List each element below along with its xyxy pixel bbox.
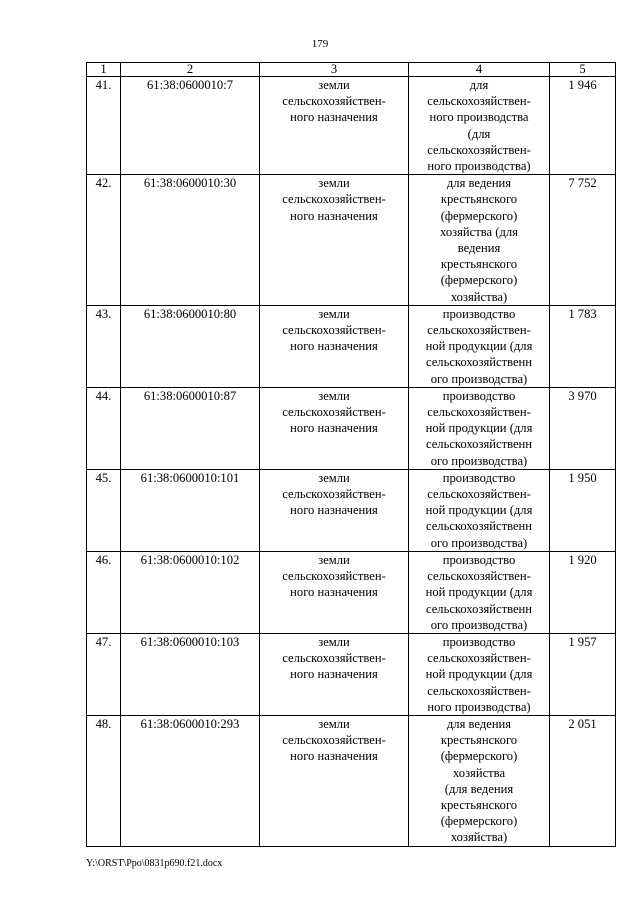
row-number-cell: 44. (87, 387, 121, 469)
area-cell: 1 920 (550, 551, 616, 633)
land-category-line: земли (318, 388, 350, 403)
land-category-line: ного назначения (290, 208, 378, 223)
permitted-use-line: ной продукции (для (425, 585, 533, 600)
row-number-cell: 41. (87, 77, 121, 175)
land-category-cell (260, 551, 409, 633)
land-category-cell (260, 175, 409, 306)
permitted-use-line: (фермерского) (440, 208, 518, 223)
column-header: 5 (550, 63, 616, 77)
land-category-line: сельскохозяйствен- (282, 733, 386, 748)
area-cell: 1 946 (550, 77, 616, 175)
permitted-use-cell (409, 469, 550, 551)
permitted-use-line: ной продукции (для (425, 503, 533, 518)
permitted-use-cell (409, 633, 550, 715)
row-number-cell: 47. (87, 633, 121, 715)
land-category-cell (260, 305, 409, 387)
cadastral-number-cell: 61:38:0600010:103 (121, 633, 260, 715)
permitted-use-line: для ведения (446, 176, 512, 191)
permitted-use-line: сельскохозяйственн (425, 437, 533, 452)
permitted-use-line: производство (442, 388, 516, 403)
permitted-use-line: хозяйства (для (440, 224, 518, 239)
permitted-use-line: производство (442, 634, 516, 649)
cadastral-number-cell: 61:38:0600010:87 (121, 387, 260, 469)
permitted-use-line: ого производства) (430, 617, 528, 632)
permitted-use-line: (фермерского) (440, 749, 518, 764)
land-category-line: земли (318, 470, 350, 485)
land-category-line: сельскохозяйствен- (282, 192, 386, 207)
permitted-use-line: сельскохозяйственн (425, 519, 533, 534)
permitted-use-line: сельскохозяйствен- (427, 323, 531, 338)
permitted-use-line: (фермерского) (440, 814, 518, 829)
cadastral-number-cell: 61:38:0600010:293 (121, 715, 260, 846)
area-cell: 1 950 (550, 469, 616, 551)
permitted-use-line: ной продукции (для (425, 421, 533, 436)
permitted-use-line: сельскохозяйствен- (427, 142, 531, 157)
permitted-use-line: сельскохозяйственн (425, 601, 533, 616)
permitted-use-cell (409, 175, 550, 306)
table-row (87, 175, 616, 306)
land-category-line: сельскохозяйствен- (282, 405, 386, 420)
permitted-use-line: крестьянского (440, 257, 518, 272)
permitted-use-line: сельскохозяйствен- (427, 487, 531, 502)
land-category-line: земли (318, 716, 350, 731)
land-plots-table (86, 62, 616, 847)
land-category-cell (260, 633, 409, 715)
permitted-use-line: ного производства) (427, 699, 531, 714)
land-category-cell (260, 469, 409, 551)
column-header: 3 (260, 63, 409, 77)
permitted-use-line: сельскохозяйственн (425, 355, 533, 370)
cadastral-number-cell: 61:38:0600010:102 (121, 551, 260, 633)
table-row (87, 77, 616, 175)
permitted-use-cell (409, 387, 550, 469)
land-category-line: ного назначения (290, 503, 378, 518)
permitted-use-line: хозяйства) (450, 289, 508, 304)
permitted-use-line: (фермерского) (440, 273, 518, 288)
land-category-cell (260, 77, 409, 175)
land-category-line: земли (318, 634, 350, 649)
table-row (87, 715, 616, 846)
land-category-line: сельскохозяйствен- (282, 651, 386, 666)
land-category-line: ного назначения (290, 339, 378, 354)
table-row (87, 387, 616, 469)
table-body (87, 63, 616, 847)
cadastral-number-cell: 61:38:0600010:30 (121, 175, 260, 306)
permitted-use-line: сельскохозяйствен- (427, 405, 531, 420)
permitted-use-line: ведения (457, 241, 501, 256)
land-category-line: сельскохозяйствен- (282, 487, 386, 502)
permitted-use-line: сельскохозяйствен- (427, 651, 531, 666)
land-category-line: сельскохозяйствен- (282, 569, 386, 584)
permitted-use-line: ного производства) (427, 159, 531, 174)
column-header: 4 (409, 63, 550, 77)
permitted-use-line: производство (442, 552, 516, 567)
land-category-cell (260, 715, 409, 846)
permitted-use-line: хозяйства) (450, 830, 508, 845)
land-category-line: земли (318, 306, 350, 321)
row-number-cell: 46. (87, 551, 121, 633)
row-number-cell: 43. (87, 305, 121, 387)
page-number: 179 (311, 38, 329, 50)
permitted-use-line: сельскохозяйствен- (427, 569, 531, 584)
permitted-use-line: сельскохозяйствен- (427, 683, 531, 698)
row-number-cell: 48. (87, 715, 121, 846)
permitted-use-line: ной продукции (для (425, 667, 533, 682)
permitted-use-line: ого производства) (430, 535, 528, 550)
permitted-use-line: для ведения (446, 716, 512, 731)
permitted-use-line: (для (467, 126, 491, 141)
row-number-cell: 42. (87, 175, 121, 306)
permitted-use-line: ной продукции (для (425, 339, 533, 354)
cadastral-number-cell: 61:38:0600010:101 (121, 469, 260, 551)
area-cell: 7 752 (550, 175, 616, 306)
land-category-line: ного назначения (290, 749, 378, 764)
permitted-use-line: сельскохозяйствен- (427, 94, 531, 109)
land-category-line: земли (318, 78, 350, 92)
land-category-line: земли (318, 552, 350, 567)
land-category-line: ного назначения (290, 585, 378, 600)
row-number-cell: 45. (87, 469, 121, 551)
land-category-cell (260, 387, 409, 469)
permitted-use-line: ого производства) (430, 371, 528, 386)
land-category-line: земли (318, 176, 350, 191)
permitted-use-line: ого производства) (430, 453, 528, 468)
cadastral-number-cell: 61:38:0600010:7 (121, 77, 260, 175)
permitted-use-cell (409, 77, 550, 175)
column-header: 2 (121, 63, 260, 77)
footer-file-path: Y:\ORST\Ppo\0831p690.f21.docx (86, 858, 223, 869)
permitted-use-line: крестьянского (440, 733, 518, 748)
land-category-line: ного назначения (290, 421, 378, 436)
permitted-use-line: крестьянского (440, 192, 518, 207)
permitted-use-cell (409, 551, 550, 633)
table-row (87, 551, 616, 633)
area-cell: 1 957 (550, 633, 616, 715)
area-cell: 2 051 (550, 715, 616, 846)
table-row (87, 305, 616, 387)
land-category-line: сельскохозяйствен- (282, 94, 386, 109)
land-category-line: ного назначения (290, 110, 378, 125)
land-category-line: ного назначения (290, 667, 378, 682)
permitted-use-cell (409, 305, 550, 387)
permitted-use-line: (для ведения (444, 781, 514, 796)
permitted-use-line: для (469, 78, 489, 92)
area-cell: 1 783 (550, 305, 616, 387)
permitted-use-line: крестьянского (440, 797, 518, 812)
permitted-use-line: производство (442, 470, 516, 485)
area-cell: 3 970 (550, 387, 616, 469)
table-row (87, 469, 616, 551)
land-category-line: сельскохозяйствен- (282, 323, 386, 338)
table-row (87, 633, 616, 715)
permitted-use-cell (409, 715, 550, 846)
column-header: 1 (87, 63, 121, 77)
permitted-use-line: производство (442, 306, 516, 321)
table-header-row (87, 63, 616, 77)
cadastral-number-cell: 61:38:0600010:80 (121, 305, 260, 387)
permitted-use-line: хозяйства (452, 765, 506, 780)
permitted-use-line: ного производства (429, 110, 529, 125)
